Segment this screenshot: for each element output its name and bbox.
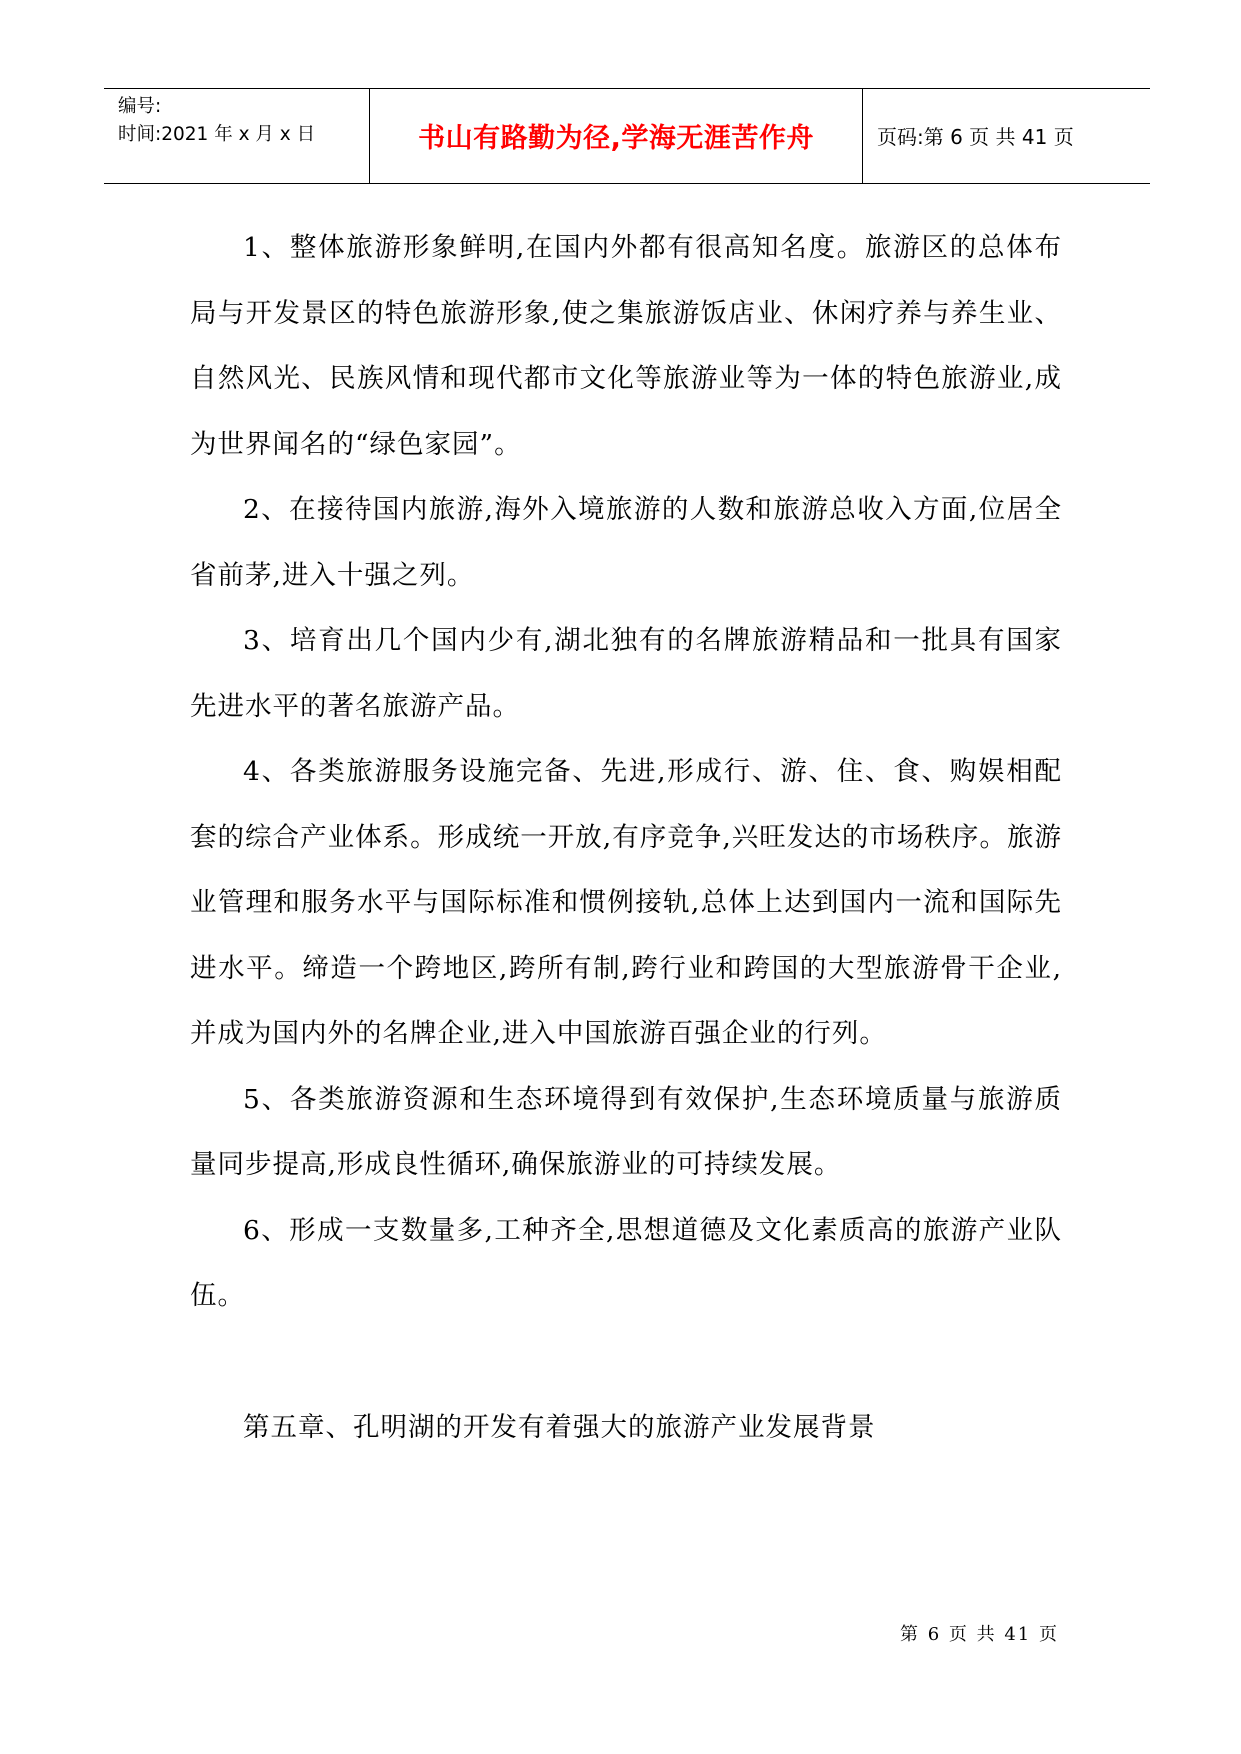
serial-number-label: 编号: <box>118 96 162 117</box>
page-header <box>104 88 1150 184</box>
paragraph-6: 6、形成一支数量多,工种齐全,思想道德及文化素质高的旅游产业队伍。 <box>190 1214 1062 1311</box>
header-motto: 书山有路勤为径,学海无涯苦作舟 <box>370 89 863 183</box>
date-label: 时间:2021 年 x 月 x 日 <box>118 124 316 145</box>
paragraph-2: 2、在接待国内旅游,海外入境旅游的人数和旅游总收入方面,位居全省前茅,进入十强之列。 <box>190 494 1062 591</box>
header-page-number: 页码:第 6 页 共 41 页 <box>877 124 1074 149</box>
paragraph-5: 5、各类旅游资源和生态环境得到有效保护,生态环境质量与旅游质量同步提高,形成良性循环,确保旅游业的可持续发展。 <box>190 1083 1062 1180</box>
paragraph-4: 4、各类旅游服务设施完备、先进,形成行、游、住、食、购娱相配套的综合产业体系。形成统一开放,有序竞争,兴旺发达的市场秩序。旅游业管理和服务水平与国际标准和惯例接轨,总体上达到国内一流和国际先进水平。缔造一个跨地区,跨所有制,跨行业和跨国的大型旅游骨干企业,并成为国内外的名牌企业,进入中国旅游百强企业的行列。 <box>190 756 1062 1049</box>
paragraph-3: 3、培育出几个国内少有,湖北独有的名牌旅游精品和一批具有国家先进水平的著名旅游产品。 <box>190 625 1062 722</box>
page-footer: 第 6 页 共 41 页 <box>900 1624 1059 1645</box>
paragraph-1: 1、整体旅游形象鲜明,在国内外都有很高知名度。旅游区的总体布局与开发景区的特色旅游形象,使之集旅游饭店业、休闲疗养与养生业、自然风光、民族风情和现代都市文化等旅游业等为一体的特色旅游业,成为世界闻名的“绿色家园”。 <box>190 232 1062 460</box>
document-body <box>190 215 1062 1460</box>
header-info-cell <box>104 89 370 183</box>
chapter-heading: 第五章、孔明湖的开发有着强大的旅游产业发展背景 <box>243 1411 876 1443</box>
